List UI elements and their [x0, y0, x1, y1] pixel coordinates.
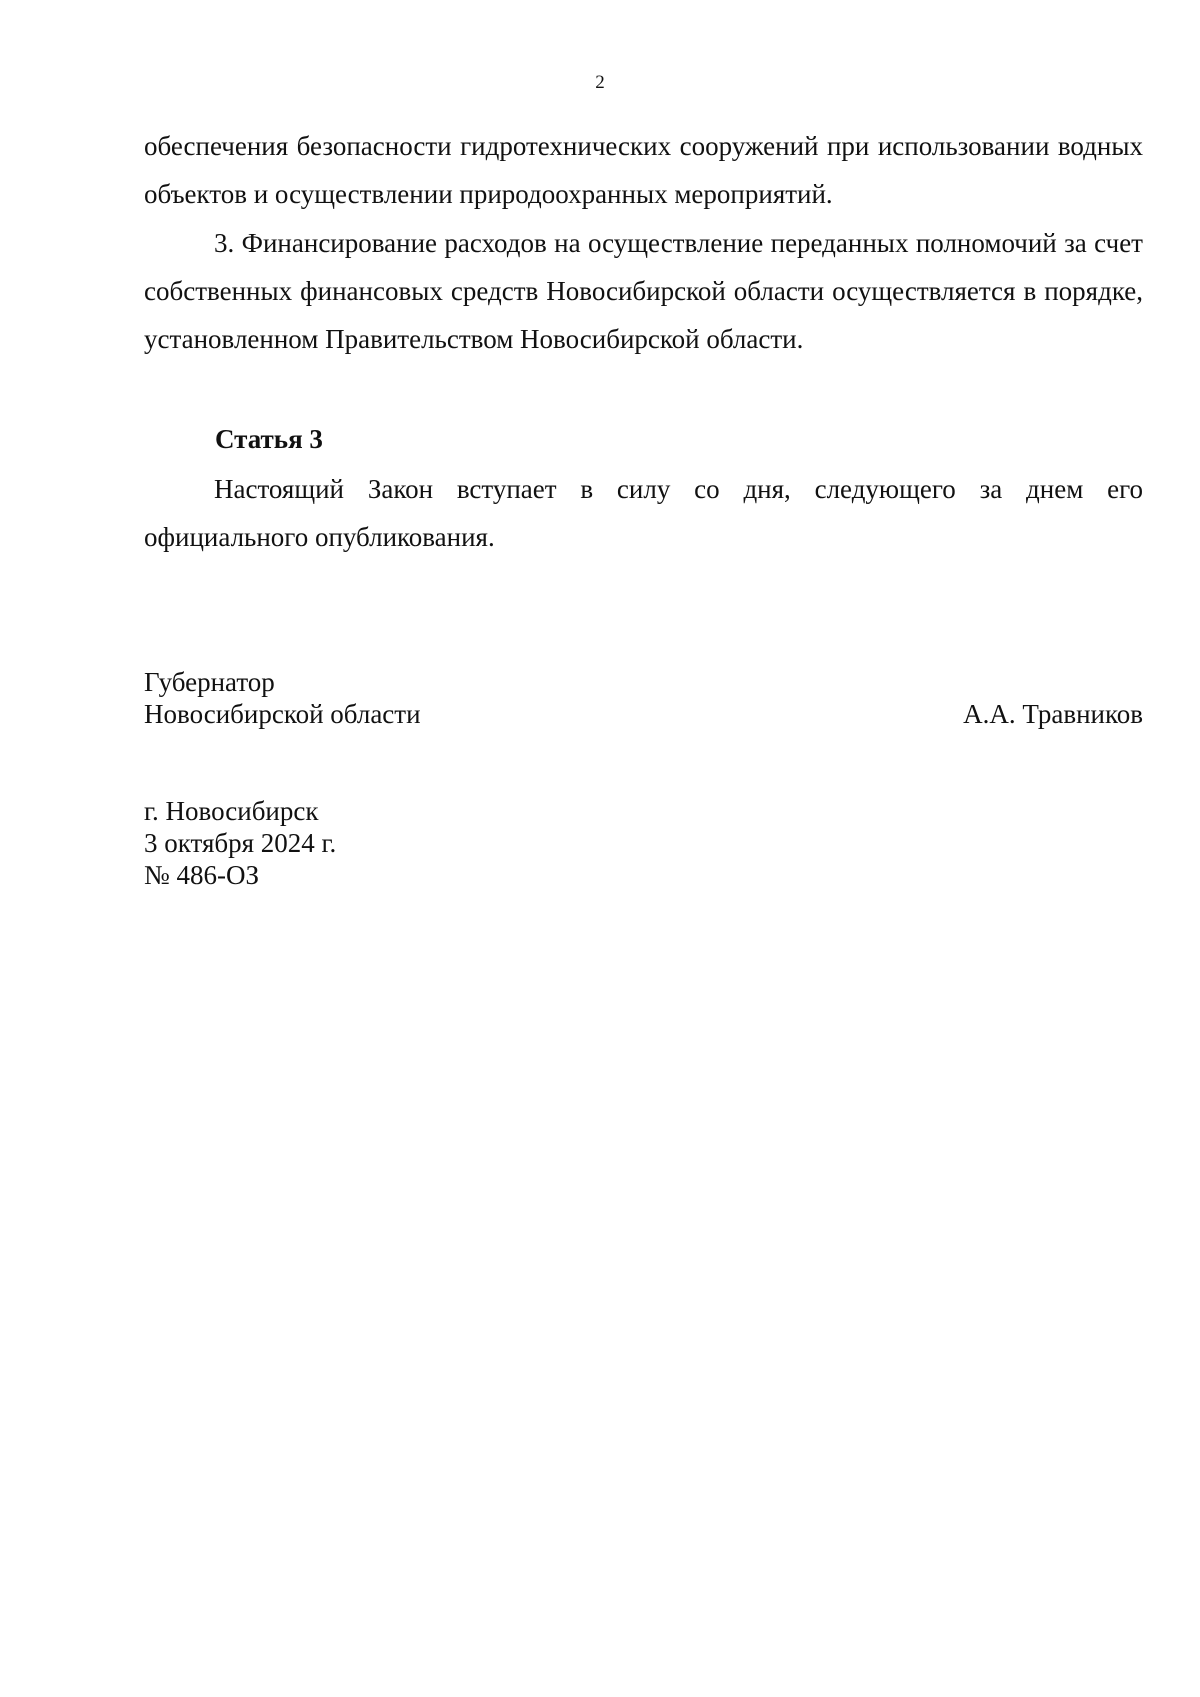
paragraph-item-3: 3. Финансирование расходов на осуществление переданных полномочий за счет собственных финансовых средств Новосибирской области осуществляется в порядке, установленном Правительством Новосибирской области. — [144, 228, 1143, 354]
place-city: г. Новосибирск — [144, 796, 319, 826]
signature-block — [144, 666, 1143, 730]
document-number: № 486-ОЗ — [144, 860, 260, 890]
document-date: 3 октября 2024 г. — [144, 828, 337, 858]
article-heading: Статья 3 — [215, 424, 323, 454]
page-number: 2 — [595, 72, 605, 93]
signatory-name: А.А. Травников — [963, 699, 1143, 729]
signatory-position: Губернатор — [144, 667, 275, 697]
signature-row — [144, 698, 1143, 730]
paragraph-article-3: Настоящий Закон вступает в силу со дня, следующего за днем его официального опубликования. — [144, 474, 1143, 552]
place-date-block — [144, 795, 336, 891]
signatory-region: Новосибирской области — [144, 699, 421, 729]
paragraph-continuation: обеспечения безопасности гидротехнических сооружений при использовании водных объектов и осуществлении природоохранных мероприятий. — [144, 131, 1143, 209]
